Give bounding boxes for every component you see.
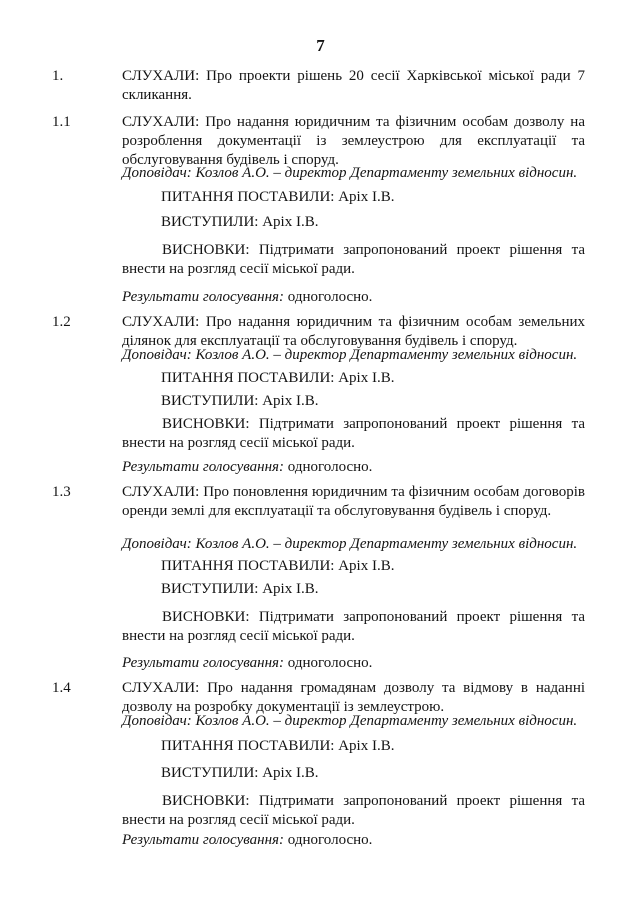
page-number: 7: [316, 36, 325, 55]
conclusions-paragraph: ВИСНОВКИ: Підтримати запропонований проект рішення та внести на розгляд сесії міської ради.: [122, 793, 585, 828]
voting-result: [122, 831, 372, 850]
voting-result-value: одноголосно.: [287, 655, 373, 671]
slukhaly-label: СЛУХАЛИ:: [122, 314, 200, 330]
questions-line: ПИТАННЯ ПОСТАВИЛИ: Аріх І.В.: [161, 370, 395, 386]
voting-result-value: одноголосно.: [287, 289, 373, 305]
slukhaly-text: Про надання юридичним та фізичним особам дозволу на розроблення документації із землеустрою для експлуатації та обслуговування будівель і споруд.: [122, 114, 585, 168]
slukhaly-text: Про надання юридичним та фізичним особам земельних ділянок для експлуатації та обслуговування будівель і споруд.: [122, 314, 586, 349]
slukhaly-text: Про проекти рішень 20 сесії Харківської міської ради 7 скликання.: [122, 68, 585, 103]
conclusions-paragraph: ВИСНОВКИ: Підтримати запропонований проект рішення та внести на розгляд сесії міської ради.: [122, 609, 585, 644]
voting-result: [122, 288, 372, 307]
voting-result: [122, 654, 372, 673]
voting-result-label: Результати голосування:: [122, 832, 285, 848]
voting-result: [122, 458, 372, 477]
speeches-line: ВИСТУПИЛИ: Аріх І.В.: [161, 393, 319, 409]
speaker-line: Доповідач: Козлов А.О. – директор Департаменту земельних відносин.: [122, 713, 578, 729]
voting-result-label: Результати голосування:: [122, 655, 285, 671]
voting-result-value: одноголосно.: [287, 832, 373, 848]
questions-line: ПИТАННЯ ПОСТАВИЛИ: Аріх І.В.: [161, 189, 395, 205]
item-number: 1.1: [52, 114, 71, 130]
speaker-line: Доповідач: Козлов А.О. – директор Департаменту земельних відносин.: [122, 347, 578, 363]
questions-line: ПИТАННЯ ПОСТАВИЛИ: Аріх І.В.: [161, 558, 395, 574]
slukhaly-label: СЛУХАЛИ:: [122, 114, 200, 130]
slukhaly-label: СЛУХАЛИ:: [122, 680, 200, 696]
questions-line: ПИТАННЯ ПОСТАВИЛИ: Аріх І.В.: [161, 738, 395, 754]
item-number: 1.: [52, 68, 64, 84]
conclusions-paragraph: ВИСНОВКИ: Підтримати запропонований проект рішення та внести на розгляд сесії міської ради.: [122, 242, 585, 277]
speeches-line: ВИСТУПИЛИ: Аріх І.В.: [161, 581, 319, 597]
speeches-line: ВИСТУПИЛИ: Аріх І.В.: [161, 214, 319, 230]
speaker-line: Доповідач: Козлов А.О. – директор Департаменту земельних відносин.: [122, 165, 578, 181]
slukhaly-label: СЛУХАЛИ:: [122, 68, 200, 84]
voting-result-label: Результати голосування:: [122, 459, 285, 475]
voting-result-label: Результати голосування:: [122, 289, 285, 305]
slukhaly-text: Про поновлення юридичним та фізичним особам договорів оренди землі для експлуатації та обслуговування будівель і споруд.: [122, 484, 586, 519]
voting-result-value: одноголосно.: [287, 459, 373, 475]
slukhaly-label: СЛУХАЛИ:: [122, 484, 200, 500]
speeches-line: ВИСТУПИЛИ: Аріх І.В.: [161, 765, 319, 781]
item-number: 1.3: [52, 484, 71, 500]
item-number: 1.2: [52, 314, 71, 330]
slukhaly-paragraph: [122, 483, 585, 521]
slukhaly-text: Про надання громадянам дозволу та відмову в наданні дозволу на розробку документації із землеустрою.: [122, 680, 586, 715]
slukhaly-paragraph: [122, 67, 585, 105]
item-number: 1.4: [52, 680, 71, 696]
conclusions-paragraph: ВИСНОВКИ: Підтримати запропонований проект рішення та внести на розгляд сесії міської ради.: [122, 416, 585, 451]
speaker-line: Доповідач: Козлов А.О. – директор Департаменту земельних відносин.: [122, 536, 578, 552]
slukhaly-paragraph: [122, 113, 585, 170]
